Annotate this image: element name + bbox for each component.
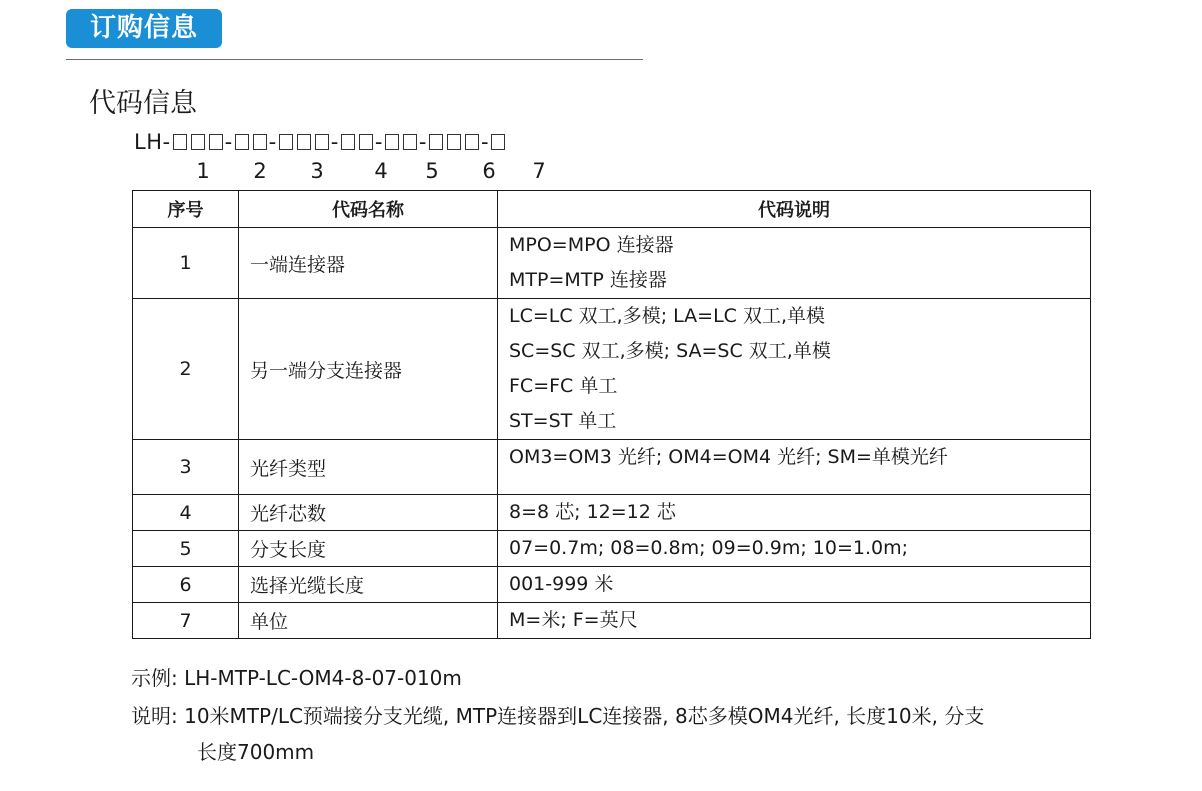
code-position-label: 1 <box>196 159 210 183</box>
code-box <box>191 134 205 150</box>
row-no: 3 <box>133 440 239 495</box>
row-name: 另一端分支连接器 <box>239 299 498 440</box>
desc-line: ST=ST 单工 <box>509 410 617 432</box>
desc-line: 8=8 芯; 12=12 芯 <box>509 501 676 523</box>
desc-line: MTP=MTP 连接器 <box>509 269 667 291</box>
desc-line: 07=0.7m; 08=0.8m; 09=0.9m; 10=1.0m; <box>509 537 909 559</box>
code-box <box>341 134 355 150</box>
row-name: 光纤类型 <box>239 440 498 495</box>
code-position-label: 6 <box>482 159 496 183</box>
row-no: 6 <box>133 567 239 603</box>
explanation-text-continued: 长度700mm <box>197 740 315 764</box>
code-box <box>173 134 187 150</box>
code-position-label: 5 <box>425 159 439 183</box>
desc-line: OM3=OM3 光纤; OM4=OM4 光纤; SM=单模光纤 <box>509 446 948 468</box>
code-box <box>385 134 399 150</box>
row-name: 单位 <box>239 603 498 639</box>
order-info-tab: 订购信息 <box>66 9 222 48</box>
row-no: 2 <box>133 299 239 440</box>
section-title: 代码信息 <box>89 88 197 119</box>
table-row <box>133 299 1091 440</box>
code-box <box>465 134 479 150</box>
code-box <box>297 134 311 150</box>
code-box <box>447 134 461 150</box>
code-box <box>253 134 267 150</box>
row-desc <box>498 603 1091 639</box>
code-table <box>132 190 1091 639</box>
explanation-text: 说明: 10米MTP/LC预端接分支光缆, MTP连接器到LC连接器, 8芯多模OM4光纤, 长度10米, 分支 <box>131 704 985 728</box>
code-box <box>235 134 249 150</box>
row-desc <box>498 567 1091 603</box>
row-no: 4 <box>133 495 239 531</box>
code-box <box>491 134 505 150</box>
table-row <box>133 567 1091 603</box>
code-pattern: LH- - - - - - - <box>134 128 507 156</box>
code-position-label: 7 <box>532 159 546 183</box>
row-name: 光纤芯数 <box>239 495 498 531</box>
row-desc <box>498 440 1091 495</box>
row-desc <box>498 299 1091 440</box>
desc-line: MPO=MPO 连接器 <box>509 234 674 256</box>
row-desc <box>498 495 1091 531</box>
row-name: 分支长度 <box>239 531 498 567</box>
desc-line: LC=LC 双工,多模; LA=LC 双工,单模 <box>509 305 826 327</box>
code-box <box>279 134 293 150</box>
table-row <box>133 440 1091 495</box>
row-name: 一端连接器 <box>239 228 498 299</box>
code-prefix: LH <box>134 130 163 154</box>
table-row <box>133 603 1091 639</box>
desc-line: FC=FC 单工 <box>509 375 618 397</box>
row-name: 选择光缆长度 <box>239 567 498 603</box>
row-desc <box>498 228 1091 299</box>
code-box <box>403 134 417 150</box>
code-box <box>209 134 223 150</box>
code-position-label: 2 <box>253 159 267 183</box>
example-text: 示例: LH-MTP-LC-OM4-8-07-010m <box>131 666 462 690</box>
header-desc: 代码说明 <box>498 191 1091 228</box>
desc-line: 001-999 米 <box>509 573 614 595</box>
header-name: 代码名称 <box>239 191 498 228</box>
table-row <box>133 495 1091 531</box>
desc-line: SC=SC 双工,多模; SA=SC 双工,单模 <box>509 340 831 362</box>
row-desc <box>498 531 1091 567</box>
header-divider <box>66 59 643 60</box>
desc-line: M=米; F=英尺 <box>509 609 638 631</box>
row-no: 7 <box>133 603 239 639</box>
code-box <box>429 134 443 150</box>
table-header-row <box>133 191 1091 228</box>
row-no: 5 <box>133 531 239 567</box>
header-no: 序号 <box>133 191 239 228</box>
code-box <box>315 134 329 150</box>
row-no: 1 <box>133 228 239 299</box>
table-row <box>133 228 1091 299</box>
code-position-label: 3 <box>310 159 324 183</box>
code-position-label: 4 <box>374 159 388 183</box>
code-box <box>359 134 373 150</box>
table-row <box>133 531 1091 567</box>
